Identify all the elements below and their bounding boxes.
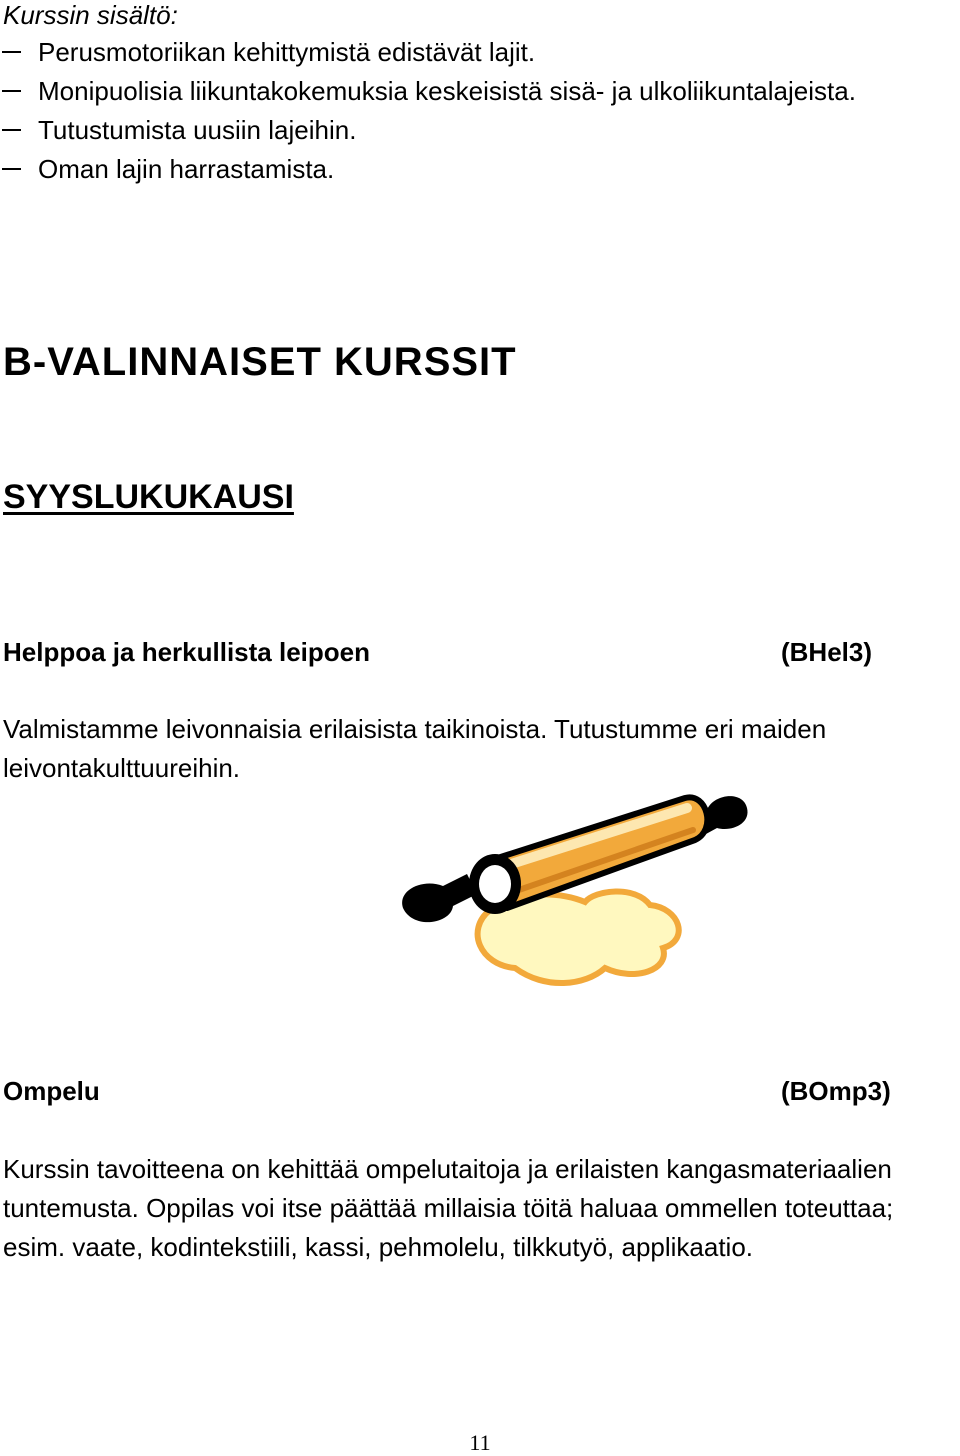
- subsection-title: SYYSLUKUKAUSI: [3, 478, 294, 516]
- dash-bullet: [2, 90, 21, 92]
- course-content-heading: Kurssin sisältö:: [3, 0, 178, 30]
- list-item-text: Oman lajin harrastamista.: [38, 154, 335, 184]
- course-code: (BHel3): [781, 637, 873, 667]
- course-header-sewing: [3, 1076, 933, 1110]
- page-number: 11: [469, 1430, 491, 1455]
- course-description-sewing: Kurssin tavoitteena on kehittää ompelutaitoja ja erilaisten kangasmateriaalien tuntemusta. Oppilas voi itse päättää millaisia töitä haluaa ommellen toteuttaa; esim. vaate, kodintekstiili, kassi, pehmolelu, tilkkutyö, applikaatio.: [3, 1154, 894, 1262]
- rolling-pin-icon: [395, 790, 755, 990]
- list-item-text: Perusmotoriikan kehittymistä edistävät lajit.: [38, 37, 536, 67]
- list-item-text: Tutustumista uusiin lajeihin.: [38, 115, 357, 145]
- rolling-pin-illustration: [395, 790, 755, 990]
- course-header-baking: [3, 637, 933, 671]
- course-code: (BOmp3): [781, 1076, 891, 1106]
- roller-end-cap-inner: [479, 865, 511, 903]
- dash-bullet: [2, 51, 21, 53]
- course-description-baking: Valmistamme leivonnaisia erilaisista taikinoista. Tutustumme eri maiden leivontakulttuureihin.: [3, 714, 827, 783]
- left-handle: [402, 874, 477, 922]
- dash-bullet: [2, 168, 21, 170]
- course-name: Helppoa ja herkullista leipoen: [3, 637, 370, 667]
- course-name: Ompelu: [3, 1076, 100, 1106]
- section-title: B-VALINNAISET KURSSIT: [3, 340, 517, 384]
- list-item-text: Monipuolisia liikuntakokemuksia keskeisistä sisä- ja ulkoliikuntalajeista.: [38, 76, 856, 106]
- dash-bullet: [2, 129, 21, 131]
